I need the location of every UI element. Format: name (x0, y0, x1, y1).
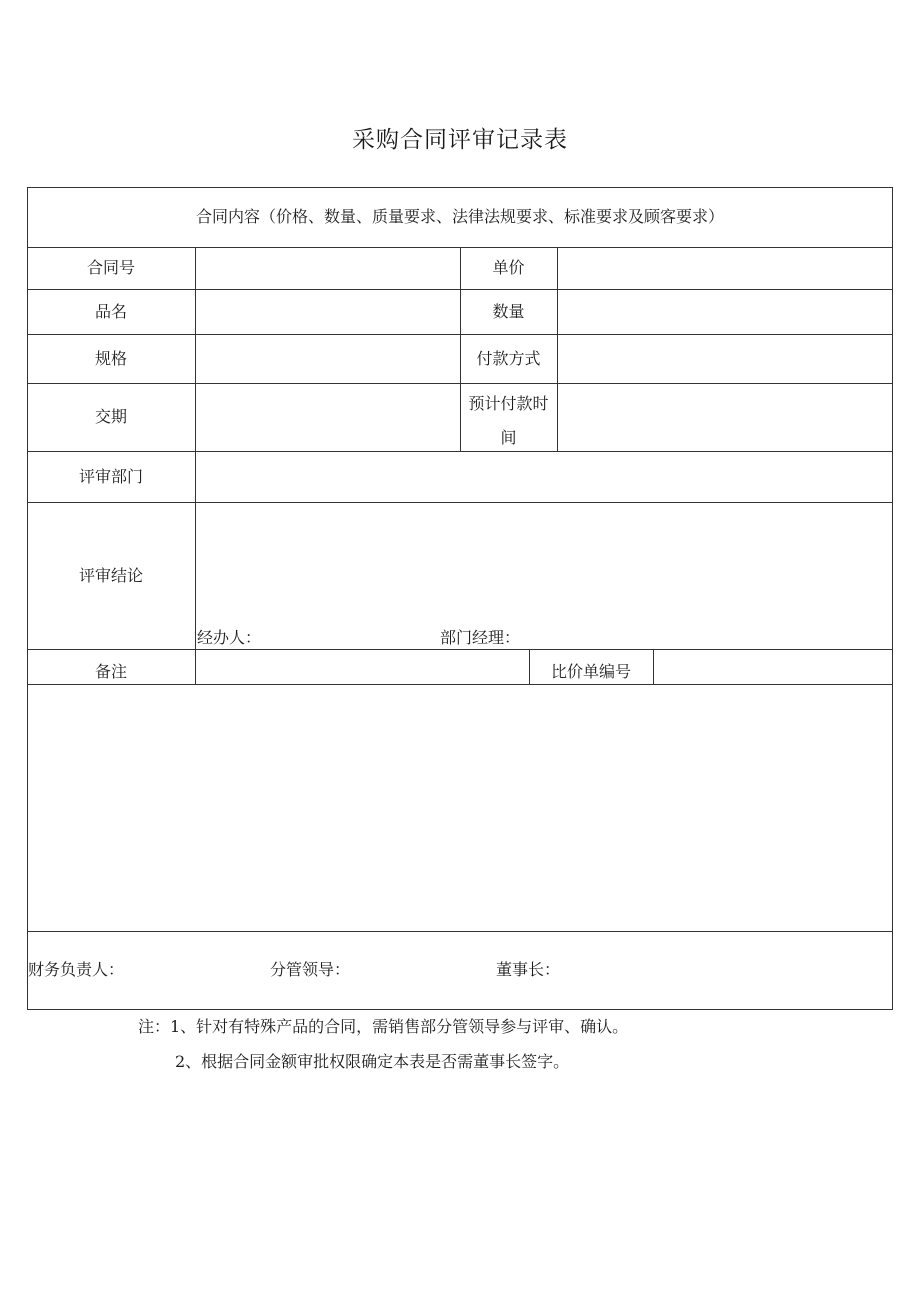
spec-field[interactable] (196, 335, 460, 383)
quote-no-field[interactable] (654, 650, 892, 684)
table-border-top (27, 187, 893, 188)
review-conclusion-field[interactable] (196, 503, 892, 621)
dept-manager-label: 部门经理： (440, 628, 521, 647)
expected-payment-label-line1: 预计付款时 (468, 394, 549, 413)
chairman-signature-label: 董事长： (496, 960, 561, 979)
unit-price-field[interactable] (558, 248, 892, 289)
product-name-field[interactable] (196, 290, 460, 334)
row-divider (27, 931, 893, 932)
payment-method-field[interactable] (558, 335, 892, 383)
contract-no-field[interactable] (196, 248, 460, 289)
review-conclusion-label: 评审结论 (78, 566, 143, 585)
blank-content-area[interactable] (28, 685, 892, 931)
quantity-label: 数量 (492, 302, 525, 321)
remarks-field[interactable] (196, 650, 529, 684)
unit-price-label: 单价 (492, 258, 525, 277)
product-name-label: 品名 (94, 302, 127, 321)
expected-payment-field[interactable] (558, 384, 892, 451)
supervisor-signature-label: 分管领导： (270, 960, 351, 979)
review-dept-label: 评审部门 (78, 467, 143, 486)
content-header: 合同内容（价格、数量、质量要求、法律法规要求、标准要求及顾客要求） (195, 207, 724, 226)
table-border-bottom (27, 1009, 893, 1010)
quote-no-label: 比价单编号 (550, 662, 631, 681)
contract-no-label: 合同号 (86, 258, 135, 277)
handler-label: 经办人： (197, 628, 262, 647)
quantity-field[interactable] (558, 290, 892, 334)
delivery-field[interactable] (196, 384, 460, 451)
remarks-label: 备注 (94, 662, 127, 681)
note-2: 2、根据合同金额审批权限确定本表是否需董事长签字。 (175, 1052, 570, 1071)
table-border-right (892, 187, 893, 1010)
spec-label: 规格 (94, 349, 127, 368)
finance-signature-label: 财务负责人： (28, 960, 125, 979)
page-title: 采购合同评审记录表 (352, 127, 568, 153)
payment-method-label: 付款方式 (476, 349, 541, 368)
note-1: 注：1、针对有特殊产品的合同，需销售部分管领导参与评审、确认。 (138, 1017, 629, 1036)
review-dept-field[interactable] (196, 452, 892, 502)
expected-payment-label-line2: 间 (500, 428, 517, 447)
delivery-label: 交期 (94, 407, 127, 426)
